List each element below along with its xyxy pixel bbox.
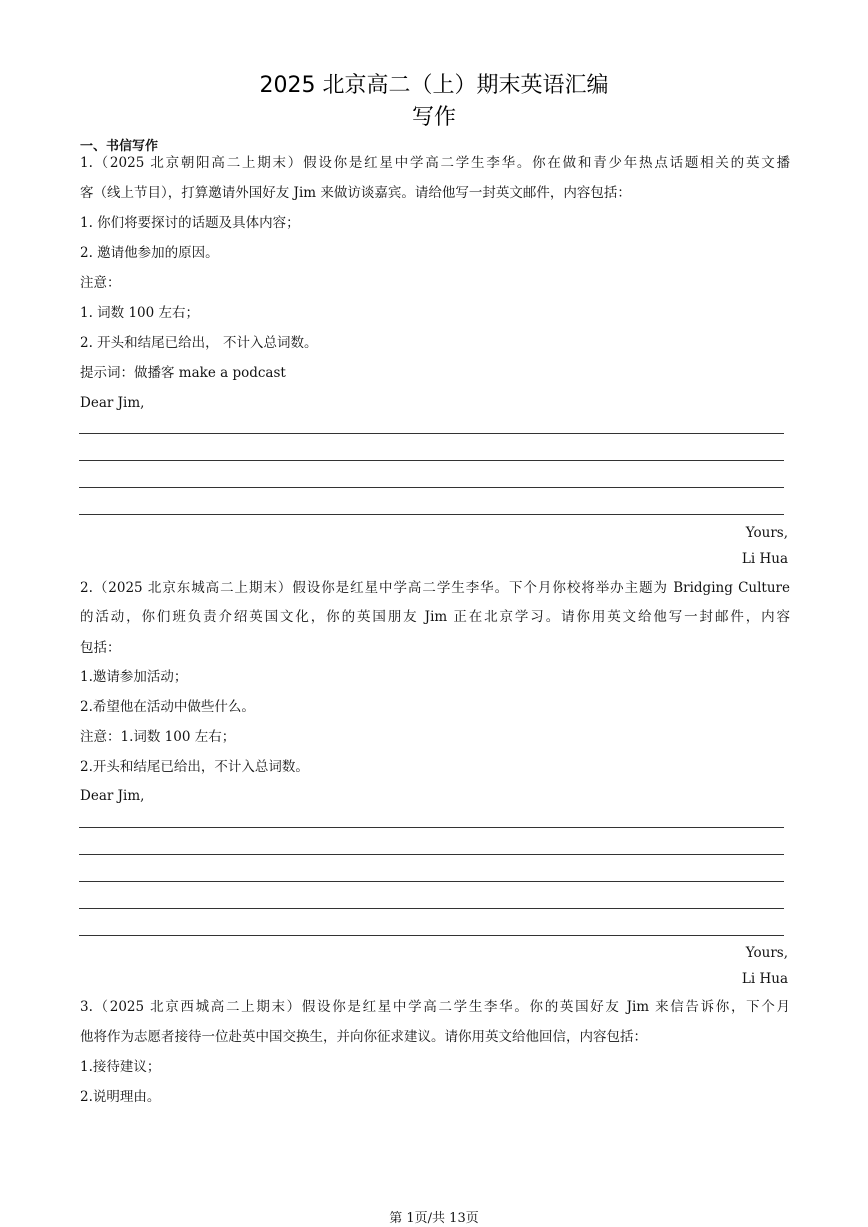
q3-line: 3.（2025 北京西城高二上期末）假设你是红星中学高二学生李华。你的英国好友 Jim 来信告诉你，下个月 [80, 999, 790, 1015]
answer-line [79, 433, 784, 434]
q1-line: 1. 你们将要探讨的话题及具体内容； [80, 215, 300, 231]
q2-line: 注意：1.词数 100 左右； [80, 729, 236, 745]
q2-closing: Yours, [745, 945, 788, 961]
q1-line: 注意： [80, 275, 121, 291]
document-subtitle: 写作 [411, 105, 456, 130]
q1-signature: Li Hua [741, 551, 788, 567]
answer-line [79, 908, 784, 909]
q3-line: 他将作为志愿者接待一位赴英中国交换生，并向你征求建议。请你用英文给他回信，内容包括： [80, 1029, 647, 1045]
answer-line [79, 827, 784, 828]
q2-line: 2.希望他在活动中做些什么。 [80, 699, 255, 715]
q2-salutation: Dear Jim, [80, 788, 145, 804]
page-number: 第 1页/共 13页 [389, 1211, 479, 1226]
q1-line: 提示词：做播客 make a podcast [80, 365, 286, 381]
q2-line: 1.邀请参加活动； [80, 669, 188, 685]
q3-line: 2.说明理由。 [80, 1089, 161, 1105]
section-heading: 一、书信写作 [80, 139, 159, 154]
q1-line: 2. 开头和结尾已给出， 不计入总词数。 [80, 335, 318, 351]
q1-line: 1.（2025 北京朝阳高二上期末）假设你是红星中学高二学生李华。你在做和青少年热点话题相关的英文播 [80, 155, 790, 171]
answer-line [79, 935, 784, 936]
answer-line [79, 514, 784, 515]
q1-line: 客（线上节目），打算邀请外国好友 Jim 来做访谈嘉宾。请给他写一封英文邮件，内容包括： [80, 185, 631, 201]
q2-line: 包括： [80, 640, 121, 656]
q2-line: 2.开头和结尾已给出，不计入总词数。 [80, 759, 309, 775]
answer-line [79, 881, 784, 882]
q1-closing: Yours, [745, 525, 788, 541]
answer-line [79, 854, 784, 855]
q3-line: 1.接待建议； [80, 1059, 161, 1075]
q2-signature: Li Hua [741, 971, 788, 987]
q1-line: 2. 邀请他参加的原因。 [80, 245, 219, 261]
document-title: 2025 北京高二（上）期末英语汇编 [259, 73, 609, 98]
answer-line [79, 460, 784, 461]
q1-salutation: Dear Jim, [80, 395, 145, 411]
q2-line: 2.（2025 北京东城高二上期末）假设你是红星中学高二学生李华。下个月你校将举办主题为 Bridging Culture [80, 580, 790, 596]
q2-line: 的活动，你们班负责介绍英国文化，你的英国朋友 Jim 正在北京学习。请你用英文给他写一封邮件，内容 [80, 609, 790, 625]
answer-line [79, 487, 784, 488]
q1-line: 1. 词数 100 左右； [80, 305, 200, 321]
